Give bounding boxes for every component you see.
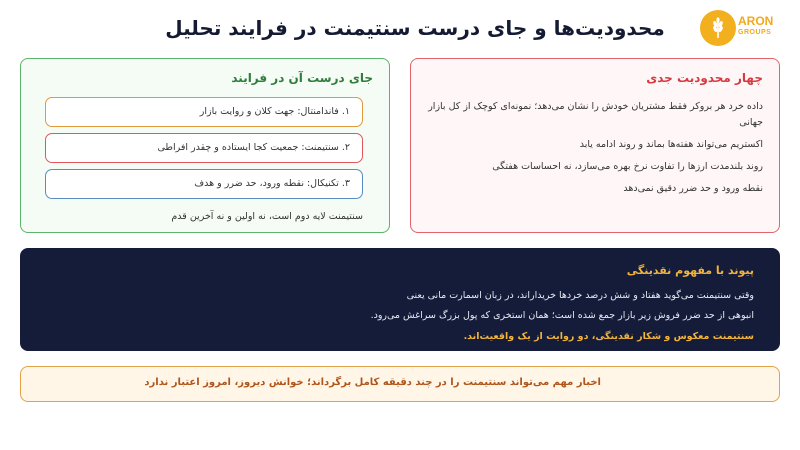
brand-logo: [696, 10, 786, 46]
process-note: سنتیمنت لایه دوم است، نه اولین و نه آخرین قدم: [171, 211, 363, 222]
limitations-card: [410, 58, 780, 233]
step-sentiment: ۲. سنتیمنت: جمعیت کجا ایستاده و چقدر افراطی: [45, 133, 363, 163]
liquidity-panel: [20, 248, 780, 351]
logo-name: ARON: [738, 14, 774, 28]
step-fundamental: ۱. فاندامنتال: جهت کلان و روایت بازار: [45, 97, 363, 127]
list-item: روند بلندمدت ارزها را تفاوت نرخ بهره می‌سازد، نه احساسات هفتگی: [492, 161, 763, 172]
list-item: داده خرد هر بروکر فقط مشتریان خودش را نشان می‌دهد؛ نمونه‌ای کوچک از کل بازار جهانی: [428, 101, 763, 128]
limitations-list: [428, 99, 763, 203]
logo-subtitle: GROUPS: [738, 29, 772, 36]
warning-banner: [20, 366, 780, 402]
process-card: [20, 58, 390, 233]
list-item: اکستریم می‌تواند هفته‌ها بماند و روند ادامه یابد: [579, 139, 763, 150]
process-title: جای درست آن در فرایند: [231, 71, 373, 85]
liquidity-line: وقتی سنتیمنت می‌گوید هفتاد و شش درصد خردها خریداراند، در زبان اسمارت مانی یعنی: [406, 290, 754, 301]
limitations-title: چهار محدودیت جدی: [646, 71, 763, 85]
liquidity-title: پیوند با مفهوم نقدینگی: [626, 264, 754, 277]
warning-text: اخبار مهم می‌تواند سنتیمنت را در چند دقیقه کامل برگرداند؛ خوانش دیروز، امروز اعتبار ندارد: [144, 377, 601, 388]
list-item: نقطه ورود و حد ضرر دقیق نمی‌دهد: [623, 183, 763, 194]
liquidity-line: انبوهی از حد ضرر فروش زیر بازار جمع شده است؛ همان استخری که پول بزرگ سراغش می‌رود.: [370, 310, 754, 321]
page-title: محدودیت‌ها و جای درست سنتیمنت در فرایند تحلیل: [165, 16, 665, 40]
step-technical: ۳. تکنیکال: نقطه ورود، حد ضرر و هدف: [45, 169, 363, 199]
wheat-icon: [700, 10, 736, 46]
liquidity-highlight: سنتیمنت معکوس و شکار نقدینگی، دو روایت از یک واقعیت‌اند.: [463, 331, 754, 342]
